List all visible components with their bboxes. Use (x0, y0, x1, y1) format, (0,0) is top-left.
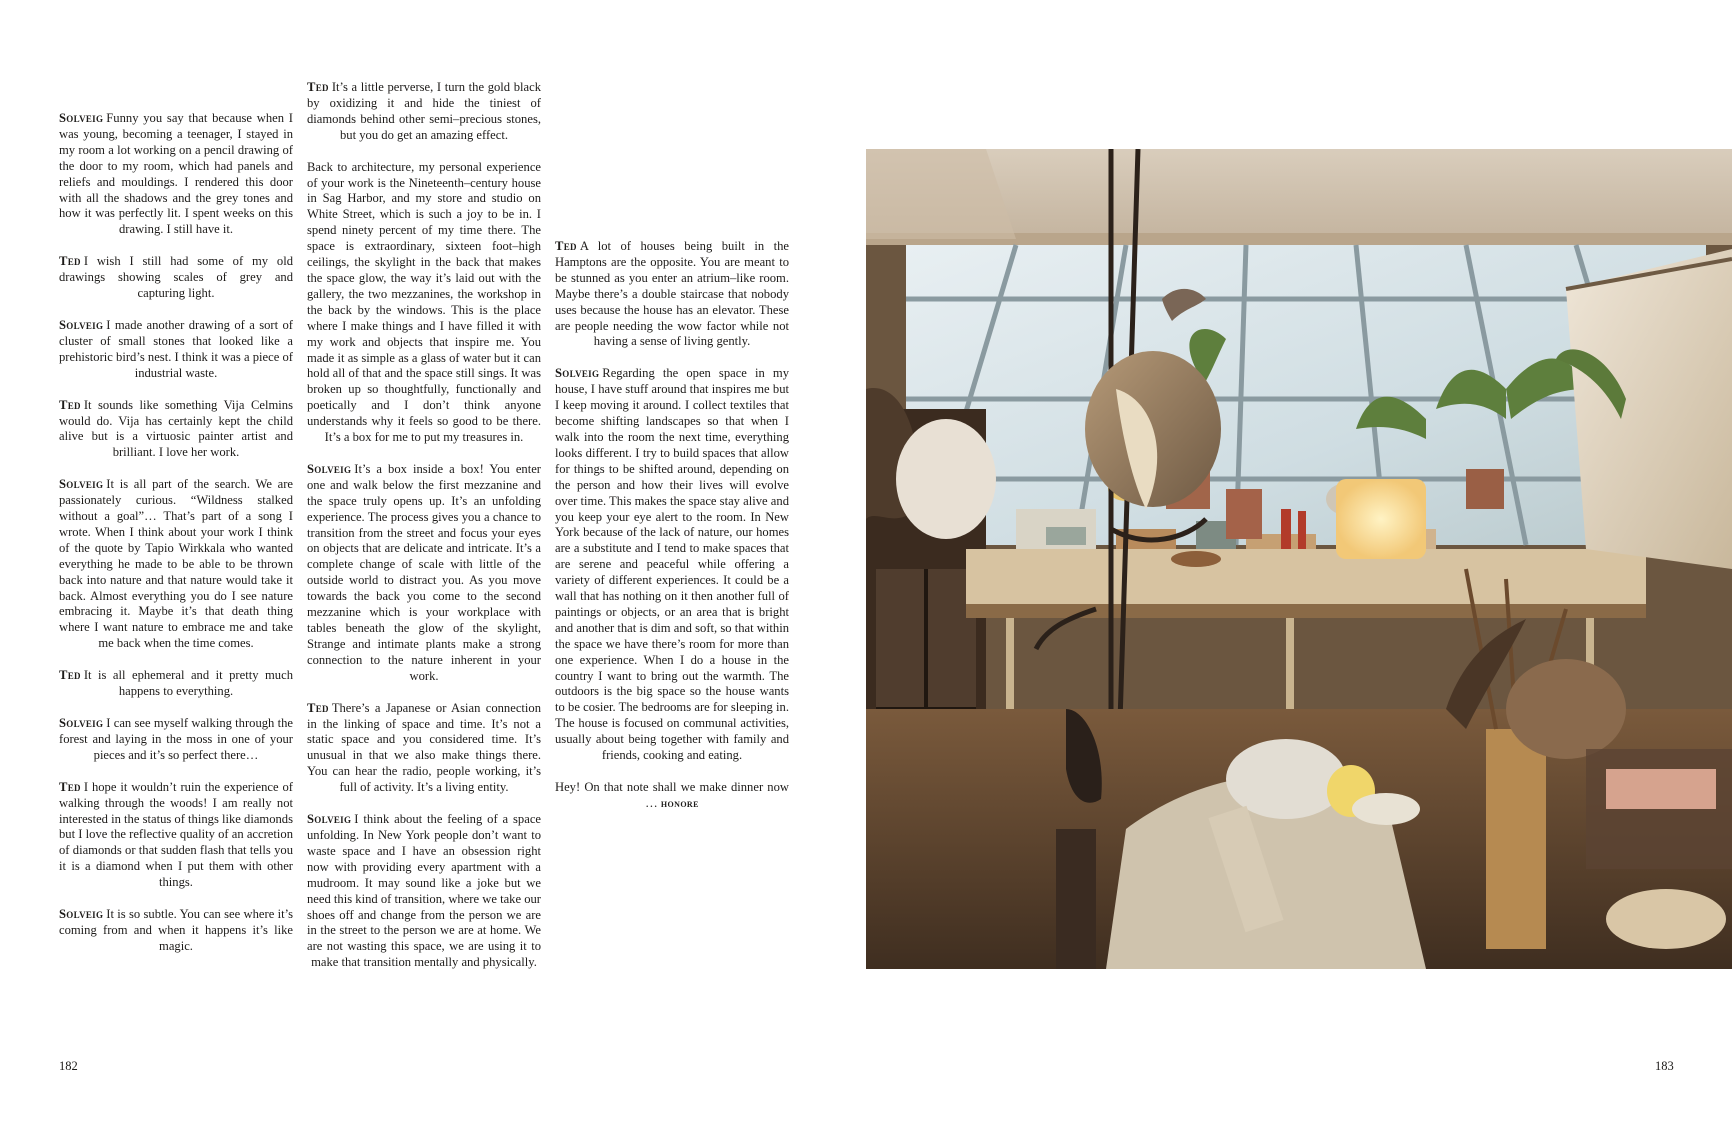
speaker-name: Solveig (555, 366, 600, 381)
text-column-3 (555, 239, 789, 829)
paragraph-text: I hope it wouldn’t ruin the experience of walking through the woods! I am really not interested in the status of things like diamonds but I love the reflective quality of an accretion of diamonds or that sudden flash that tells you it is a diamond when I put them with other things. (59, 779, 293, 890)
interview-paragraph (59, 716, 293, 764)
paragraph-text: It’s a little perverse, I turn the gold black by oxidizing it and hide the tiniest of diamonds behind other semi–precious stones, but you do get an amazing effect. (307, 80, 541, 142)
interview-paragraph (307, 462, 541, 685)
interview-paragraph (59, 780, 293, 891)
interview-paragraph (59, 318, 293, 382)
paragraph-text: A lot of houses being built in the Hamptons are the opposite. You are meant to be stunned as you enter an atrium–like room. Maybe there’s a double staircase that nobody uses because the house has an elevator. These are people needing the wow factor while not having a sense of living gently. (555, 239, 789, 349)
paragraph-text: It is so subtle. You can see where it’s coming from and when it happens it’s like magic. (59, 907, 293, 953)
interview-paragraph (59, 111, 293, 238)
interview-paragraph (307, 812, 541, 971)
speaker-name: Ted (307, 700, 329, 715)
interview-paragraph (555, 780, 789, 813)
paragraph-text: I can see myself walking through the forest and laying in the moss in one of your pieces and it’s so perfect there… (59, 716, 293, 762)
speaker-name: Solveig (307, 812, 352, 827)
paragraph-text: It’s a box inside a box! You enter one and walk below the first mezzanine and the space truly opens up. It’s an unfolding experience. The process gives you a chance to transition from the street and focus your eyes on objects that are delicate and intricate. It’s a complete change of scale with little of the outside world to distract you. As you move towards the back you come to the second mezzanine which is your workplace with tables beneath the glow of the skylight, Strange and intimate plants make a strong connection to the nature inherent in your work. (307, 461, 541, 683)
paragraph-text: It sounds like something Vija Celmins would do. Vija has certainly kept the child alive but is a virtuosic painter artist and brilliant. I love her work. (59, 397, 293, 460)
speaker-name: Ted (59, 668, 81, 683)
paragraph-text: Hey! On that note shall we make dinner now … (555, 780, 789, 810)
paragraph-text: I wish I still had some of my old drawings showing scales of grey and capturing light. (59, 254, 293, 301)
paragraph-text: Regarding the open space in my house, I have stuff around that inspires me but I keep moving it around. I collect textiles that become shifting landscapes so that when I walk into the room the next time, everything looks different. I try to build spaces that allow for things to be shifted around, depending on the person and how their lives will evolve over time. This makes the space stay alive and you keep your eye alert to the room. In New York because of the lack of nature, our homes are a substitute and I tend to make spaces that are serene and peaceful while offering a variety of different experiences. It could be a wall that has nothing on it then another full of paintings or objects, or an area that is bright and another that is dim and soft, so that within the space we have there’s room for more than one experience. When I do a house in the country I want to bring out the warmth. The outdoors is the big space so the house wants to be cosier. The bedrooms are for sleeping in. The house is focused on communal activities, usually about being together with family and friends, cooking and eating. (555, 366, 789, 763)
paragraph-text: It is all part of the search. We are passionately curious. “Wildness stalked without a goal”… That’s part of a song I wrote. When I think about your work I think of the quote by Tapio Wirkkala who wanted everything he made to be able to be thrown back into nature and that nature would take it back. Almost everything you do I see nature embracing it. Maybe it’s that death thing where I want nature to embrace me and take me back when the time comes. (59, 477, 293, 651)
interview-paragraph (59, 907, 293, 955)
speaker-name: Solveig (59, 477, 104, 492)
paragraph-text: Back to architecture, my personal experience of your work is the Nineteenth–century house in Sag Harbor, and my store and studio on White Street, which is such a joy to be in. I spend ninety percent of my time there. The space is extraordinary, sixteen foot–high ceilings, the skylight in the back that makes the space glow, the way it’s laid out with the gallery, the two mezzanines, the workshop in the back by the windows. This is the place where I make things and I have filled it with my work and objects that inspire me. You made it as simple as a glass of water but it can hold all of that and the space still sings. It was broken up so thoughtfully, functionally and poetically and I don’t think anyone understands why it feels so good to be there. It’s a box for me to put my treasures in. (307, 159, 541, 445)
interview-paragraph (59, 477, 293, 652)
author-signature: honore (660, 797, 699, 810)
speaker-name: Ted (59, 254, 81, 269)
paragraph-text: I think about the feeling of a space unfolding. In New York people don’t want to waste space and I have an obsession right now with providing every apartment with a mudroom. It may sound like a joke but we need this kind of transition, where we take our shoes off and change from the person we are in the street to the person we are at home. We are not wasting this space, we are using it to make that transition mentally and physically. (307, 812, 541, 970)
studio-photograph (866, 149, 1732, 969)
speaker-name: Ted (555, 239, 577, 253)
text-column-2 (307, 80, 541, 987)
speaker-name: Ted (307, 80, 329, 94)
interview-paragraph (555, 366, 789, 764)
speaker-name: Solveig (307, 461, 352, 476)
speaker-name: Ted (59, 779, 81, 794)
paragraph-text: I made another drawing of a sort of cluster of small stones that looked like a prehistoric bird’s nest. I think it was a piece of industrial waste. (59, 317, 293, 380)
paragraph-text: There’s a Japanese or Asian connection in the linking of space and time. It’s not a static space and you considered time. It’s unusual in that we also make things there. You can hear the radio, people working, it’s full of activity. It’s a living entity. (307, 700, 541, 795)
page-number-right: 183 (1655, 1059, 1674, 1073)
speaker-name: Solveig (59, 716, 104, 730)
interview-paragraph (307, 160, 541, 446)
paragraph-text: Funny you say that because when I was young, becoming a teenager, I stayed in my room a lot working on a pencil drawing of the door to my room, which had panels and reliefs and mouldings. I rendered this door with all the shadows and the grey tones and how it was perfectly lit. I spent weeks on this drawing. I still have it. (59, 111, 293, 237)
page-number-left: 182 (59, 1059, 78, 1073)
interview-paragraph (555, 239, 789, 350)
speaker-name: Ted (59, 397, 81, 412)
text-column-1 (59, 111, 293, 971)
interview-paragraph (307, 701, 541, 796)
speaker-name: Solveig (59, 317, 104, 332)
interview-paragraph (307, 80, 541, 144)
speaker-name: Solveig (59, 907, 104, 922)
interview-paragraph (59, 398, 293, 462)
speaker-name: Solveig (59, 111, 104, 125)
paragraph-text: It is all ephemeral and it pretty much happens to everything. (83, 668, 293, 699)
interview-paragraph (59, 668, 293, 700)
interview-paragraph (59, 254, 293, 302)
